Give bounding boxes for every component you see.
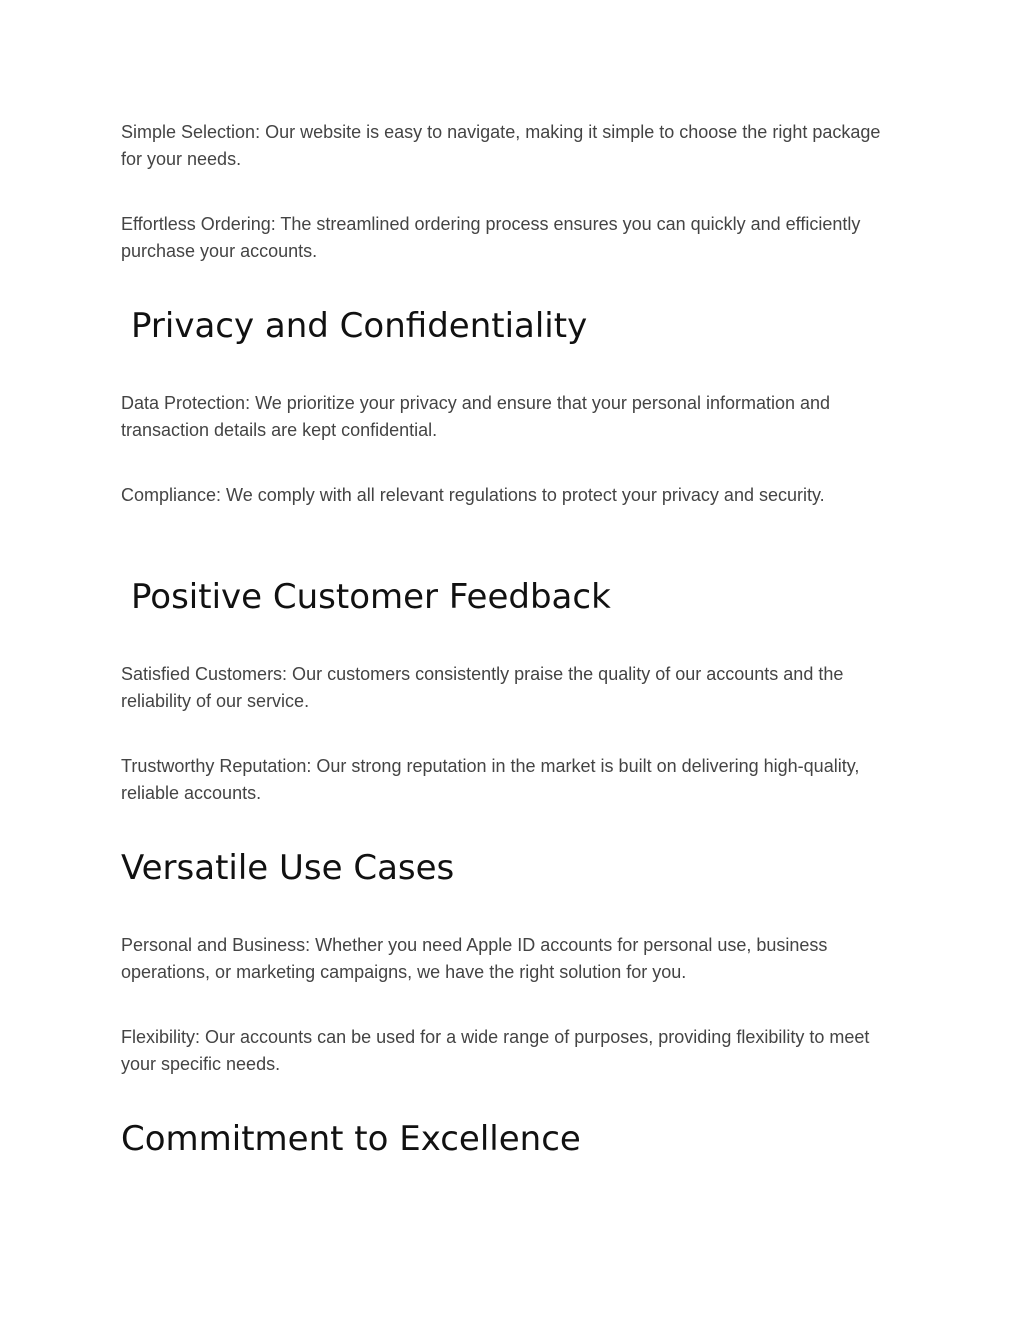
paragraph-data-protection: Data Protection: We prioritize your privacy and ensure that your personal information and transaction details are kept confidential. bbox=[121, 393, 831, 440]
heading-versatile-use-cases: Versatile Use Cases bbox=[121, 848, 455, 888]
paragraph-personal-and-business: Personal and Business: Whether you need Apple ID accounts for personal use, business operations, or marketing campaigns, we have the right solution for you. bbox=[121, 935, 828, 982]
heading-positive-customer-feedback: Positive Customer Feedback bbox=[131, 577, 611, 617]
paragraph-trustworthy-reputation: Trustworthy Reputation: Our strong reputation in the market is built on delivering high-quality, reliable accounts. bbox=[121, 756, 860, 803]
paragraph-flexibility: Flexibility: Our accounts can be used for a wide range of purposes, providing flexibility to meet your specific needs. bbox=[121, 1027, 870, 1074]
paragraph-effortless-ordering: Effortless Ordering: The streamlined ordering process ensures you can quickly and efficiently purchase your accounts. bbox=[121, 214, 861, 261]
paragraph-compliance: Compliance: We comply with all relevant regulations to protect your privacy and security. bbox=[121, 485, 825, 505]
heading-commitment-to-excellence: Commitment to Excellence bbox=[121, 1119, 581, 1159]
heading-privacy-and-confidentiality: Privacy and Confidentiality bbox=[131, 306, 588, 346]
paragraph-satisfied-customers: Satisfied Customers: Our customers consistently praise the quality of our accounts and the reliability of our service. bbox=[121, 664, 844, 711]
paragraph-simple-selection: Simple Selection: Our website is easy to navigate, making it simple to choose the right package for your needs. bbox=[121, 122, 881, 169]
